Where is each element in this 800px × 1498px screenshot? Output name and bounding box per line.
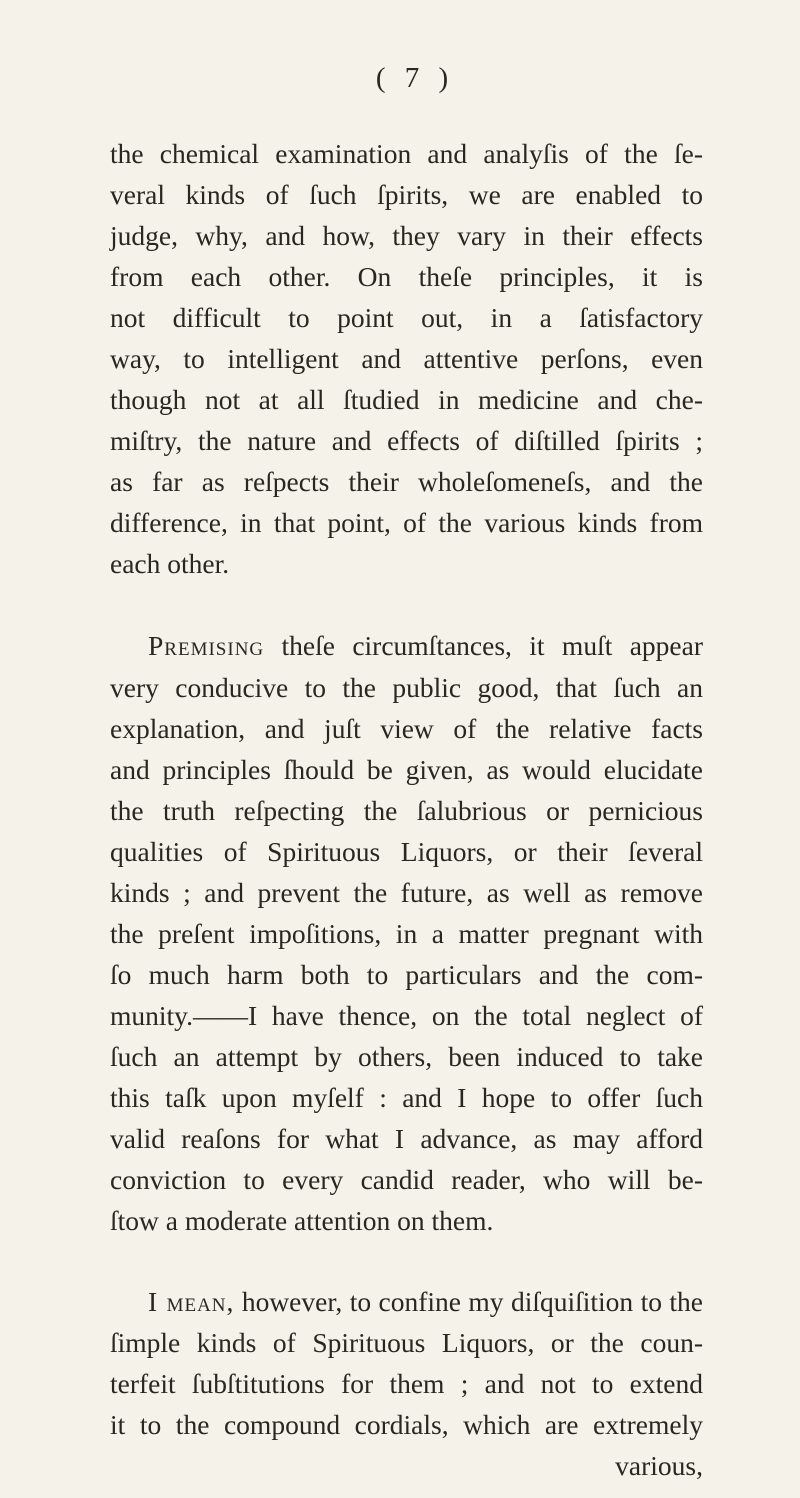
paragraph-3-first-line [148, 1288, 703, 1316]
paragraph-1-line: the chemical examination and analyſis of the ſe- [110, 138, 703, 169]
paragraph-3-line: ſimple kinds of Spirituous Liquors, or the coun- [110, 1327, 703, 1358]
paragraph-2-line: and principles ſhould be given, as would elucidate [110, 754, 703, 785]
paragraph-1-line: from each other. On theſe principles, it is [110, 261, 703, 292]
paragraph-2-line: ſo much harm both to particulars and the com- [110, 959, 703, 990]
page-number: ( 7 ) [375, 62, 455, 94]
paragraph-1-line: way, to intelligent and attentive perſons, even [110, 343, 703, 374]
paragraph-1-line: judge, why, and how, they vary in their effects [110, 220, 703, 251]
paragraph-2-line: conviction to every candid reader, who will be- [110, 1164, 703, 1195]
paragraph-3-line: terfeit ſubſtitutions for them ; and not to extend [110, 1368, 703, 1399]
paragraph-1-line: as far as reſpects their wholeſomeneſs, and the [110, 466, 703, 497]
paragraph-lead-word: Premising [148, 630, 265, 661]
paragraph-2-line: explanation, and juſt view of the relative facts [110, 713, 703, 744]
paragraph-2-line: the preſent impoſitions, in a matter pregnant with [110, 918, 703, 949]
paragraph-1-line: miſtry, the nature and effects of diſtilled ſpirits ; [110, 425, 703, 456]
paragraph-2-first-line [148, 632, 703, 660]
paragraph-2-line: very conducive to the public good, that ſuch an [110, 672, 703, 703]
paragraph-2-line: ſtow a moderate attention on them. [110, 1205, 494, 1236]
paragraph-2-line: valid reaſons for what I advance, as may afford [110, 1123, 703, 1154]
paragraph-2-line: qualities of Spirituous Liquors, or their ſeveral [110, 836, 703, 867]
paragraph-1-line: though not at all ſtudied in medicine and che- [110, 384, 703, 415]
paragraph-2-line: this taſk upon myſelf : and I hope to offer ſuch [110, 1082, 703, 1113]
paragraph-2-line: the truth reſpecting the ſalubrious or pernicious [110, 795, 703, 826]
paragraph-1-line: difference, in that point, of the various kinds from [110, 507, 703, 538]
catchword: various, [615, 1450, 703, 1481]
paragraph-line-text: however, to confine my diſquiſition to the [234, 1286, 703, 1317]
paragraph-2-line: ſuch an attempt by others, been induced to take [110, 1041, 703, 1072]
paragraph-lead-word: I mean, [148, 1286, 235, 1317]
paragraph-1-line: veral kinds of ſuch ſpirits, we are enabled to [110, 179, 703, 210]
paragraph-1-line: each other. [110, 548, 230, 579]
paragraph-1-line: not difficult to point out, in a ſatisfactory [110, 302, 703, 333]
paragraph-2-line: kinds ; and prevent the future, as well as remove [110, 877, 703, 908]
paragraph-2-line: munity.——I have thence, on the total neglect of [110, 1000, 703, 1031]
paragraph-line-text: theſe circumſtances, it muſt appear [264, 630, 703, 661]
paragraph-3-line: it to the compound cordials, which are extremely [110, 1409, 703, 1440]
